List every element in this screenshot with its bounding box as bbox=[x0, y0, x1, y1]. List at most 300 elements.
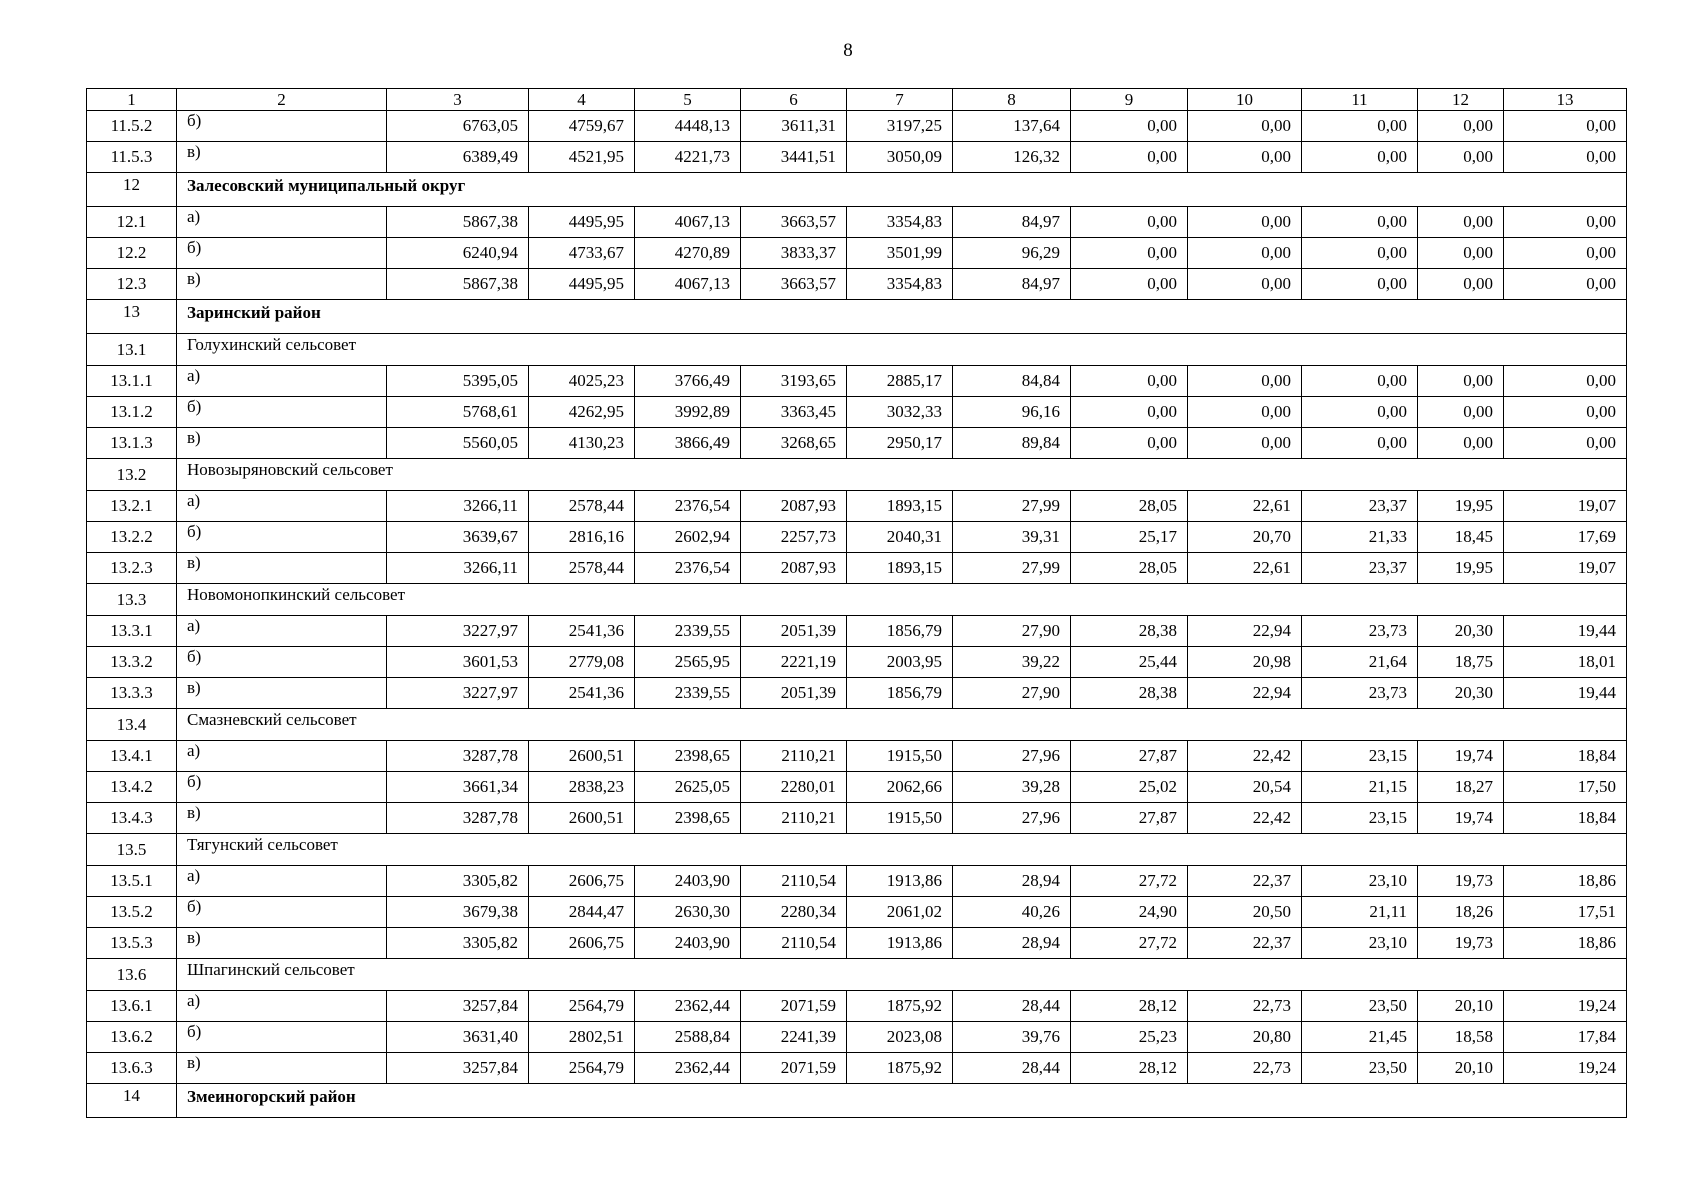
value-cell: 5560,05 bbox=[387, 428, 529, 459]
row-code: 13.4.2 bbox=[87, 772, 177, 803]
value-cell: 2630,30 bbox=[635, 897, 741, 928]
row-code: 13.2.3 bbox=[87, 553, 177, 584]
value-cell: 39,31 bbox=[953, 522, 1071, 553]
value-cell: 28,12 bbox=[1071, 991, 1188, 1022]
table-row bbox=[87, 897, 1627, 928]
value-cell: 0,00 bbox=[1071, 238, 1188, 269]
row-code: 13.2.1 bbox=[87, 491, 177, 522]
value-cell: 2110,21 bbox=[741, 741, 847, 772]
subdistrict-title: Голухинский сельсовет bbox=[177, 334, 1627, 366]
value-cell: 2221,19 bbox=[741, 647, 847, 678]
value-cell: 22,37 bbox=[1188, 866, 1302, 897]
value-cell: 3661,34 bbox=[387, 772, 529, 803]
subdistrict-row bbox=[87, 834, 1627, 866]
row-variant: а) bbox=[177, 616, 387, 647]
row-variant: а) bbox=[177, 866, 387, 897]
row-variant: а) bbox=[177, 491, 387, 522]
column-number-cell: 8 bbox=[953, 89, 1071, 111]
value-cell: 3305,82 bbox=[387, 866, 529, 897]
table-row bbox=[87, 772, 1627, 803]
value-cell: 4221,73 bbox=[635, 142, 741, 173]
value-cell: 2802,51 bbox=[529, 1022, 635, 1053]
column-number-cell: 10 bbox=[1188, 89, 1302, 111]
value-cell: 19,73 bbox=[1418, 866, 1504, 897]
value-cell: 28,38 bbox=[1071, 616, 1188, 647]
value-cell: 28,12 bbox=[1071, 1053, 1188, 1084]
value-cell: 2257,73 bbox=[741, 522, 847, 553]
column-number-cell: 6 bbox=[741, 89, 847, 111]
value-cell: 0,00 bbox=[1302, 428, 1418, 459]
value-cell: 3631,40 bbox=[387, 1022, 529, 1053]
value-cell: 3354,83 bbox=[847, 269, 953, 300]
value-cell: 27,72 bbox=[1071, 928, 1188, 959]
value-cell: 4262,95 bbox=[529, 397, 635, 428]
value-cell: 19,24 bbox=[1504, 991, 1627, 1022]
value-cell: 2565,95 bbox=[635, 647, 741, 678]
value-cell: 4067,13 bbox=[635, 207, 741, 238]
subdistrict-title: Тягунский сельсовет bbox=[177, 834, 1627, 866]
table-row bbox=[87, 142, 1627, 173]
value-cell: 21,15 bbox=[1302, 772, 1418, 803]
value-cell: 19,24 bbox=[1504, 1053, 1627, 1084]
value-cell: 18,27 bbox=[1418, 772, 1504, 803]
value-cell: 0,00 bbox=[1504, 111, 1627, 142]
table-row bbox=[87, 397, 1627, 428]
value-cell: 0,00 bbox=[1302, 238, 1418, 269]
value-cell: 0,00 bbox=[1302, 111, 1418, 142]
table-row bbox=[87, 522, 1627, 553]
column-number-cell: 5 bbox=[635, 89, 741, 111]
value-cell: 3287,78 bbox=[387, 741, 529, 772]
value-cell: 23,50 bbox=[1302, 991, 1418, 1022]
value-cell: 2061,02 bbox=[847, 897, 953, 928]
value-cell: 22,42 bbox=[1188, 803, 1302, 834]
value-cell: 0,00 bbox=[1188, 397, 1302, 428]
value-cell: 17,84 bbox=[1504, 1022, 1627, 1053]
row-code: 13.6.3 bbox=[87, 1053, 177, 1084]
value-cell: 0,00 bbox=[1302, 397, 1418, 428]
value-cell: 27,99 bbox=[953, 491, 1071, 522]
value-cell: 4733,67 bbox=[529, 238, 635, 269]
value-cell: 27,87 bbox=[1071, 803, 1188, 834]
value-cell: 20,54 bbox=[1188, 772, 1302, 803]
table-row bbox=[87, 1053, 1627, 1084]
value-cell: 2403,90 bbox=[635, 866, 741, 897]
value-cell: 22,94 bbox=[1188, 616, 1302, 647]
row-variant: б) bbox=[177, 897, 387, 928]
table-row bbox=[87, 928, 1627, 959]
value-cell: 17,69 bbox=[1504, 522, 1627, 553]
value-cell: 0,00 bbox=[1418, 428, 1504, 459]
row-code: 13.1.1 bbox=[87, 366, 177, 397]
value-cell: 0,00 bbox=[1188, 142, 1302, 173]
value-cell: 2606,75 bbox=[529, 866, 635, 897]
value-cell: 4495,95 bbox=[529, 269, 635, 300]
table-row bbox=[87, 366, 1627, 397]
row-variant: в) bbox=[177, 142, 387, 173]
value-cell: 39,76 bbox=[953, 1022, 1071, 1053]
section-code: 13.5 bbox=[87, 834, 177, 866]
value-cell: 3663,57 bbox=[741, 207, 847, 238]
row-code: 13.5.1 bbox=[87, 866, 177, 897]
value-cell: 3992,89 bbox=[635, 397, 741, 428]
row-variant: в) bbox=[177, 803, 387, 834]
value-cell: 0,00 bbox=[1071, 366, 1188, 397]
value-cell: 20,10 bbox=[1418, 991, 1504, 1022]
value-cell: 4270,89 bbox=[635, 238, 741, 269]
value-cell: 2362,44 bbox=[635, 991, 741, 1022]
row-variant: б) bbox=[177, 1022, 387, 1053]
section-code: 13.4 bbox=[87, 709, 177, 741]
value-cell: 1893,15 bbox=[847, 553, 953, 584]
value-cell: 23,50 bbox=[1302, 1053, 1418, 1084]
value-cell: 22,37 bbox=[1188, 928, 1302, 959]
value-cell: 39,22 bbox=[953, 647, 1071, 678]
table-row bbox=[87, 678, 1627, 709]
table-row bbox=[87, 238, 1627, 269]
row-variant: б) bbox=[177, 772, 387, 803]
value-cell: 2023,08 bbox=[847, 1022, 953, 1053]
row-code: 13.3.3 bbox=[87, 678, 177, 709]
value-cell: 3227,97 bbox=[387, 678, 529, 709]
row-code: 13.4.1 bbox=[87, 741, 177, 772]
table-row bbox=[87, 803, 1627, 834]
value-cell: 3197,25 bbox=[847, 111, 953, 142]
value-cell: 84,97 bbox=[953, 269, 1071, 300]
value-cell: 27,99 bbox=[953, 553, 1071, 584]
value-cell: 25,17 bbox=[1071, 522, 1188, 553]
value-cell: 28,44 bbox=[953, 1053, 1071, 1084]
value-cell: 6240,94 bbox=[387, 238, 529, 269]
value-cell: 17,50 bbox=[1504, 772, 1627, 803]
value-cell: 2578,44 bbox=[529, 553, 635, 584]
value-cell: 23,73 bbox=[1302, 616, 1418, 647]
value-cell: 23,10 bbox=[1302, 928, 1418, 959]
section-code: 13.6 bbox=[87, 959, 177, 991]
value-cell: 0,00 bbox=[1504, 269, 1627, 300]
district-title: Змеиногорский район bbox=[177, 1084, 1627, 1118]
value-cell: 3227,97 bbox=[387, 616, 529, 647]
value-cell: 23,15 bbox=[1302, 803, 1418, 834]
row-variant: в) bbox=[177, 928, 387, 959]
value-cell: 0,00 bbox=[1418, 111, 1504, 142]
value-cell: 2885,17 bbox=[847, 366, 953, 397]
value-cell: 18,86 bbox=[1504, 928, 1627, 959]
value-cell: 1915,50 bbox=[847, 803, 953, 834]
value-cell: 2003,95 bbox=[847, 647, 953, 678]
row-variant: б) bbox=[177, 522, 387, 553]
value-cell: 0,00 bbox=[1418, 142, 1504, 173]
row-code: 13.4.3 bbox=[87, 803, 177, 834]
value-cell: 2051,39 bbox=[741, 678, 847, 709]
value-cell: 2600,51 bbox=[529, 741, 635, 772]
value-cell: 6763,05 bbox=[387, 111, 529, 142]
value-cell: 22,61 bbox=[1188, 553, 1302, 584]
value-cell: 96,16 bbox=[953, 397, 1071, 428]
value-cell: 5395,05 bbox=[387, 366, 529, 397]
value-cell: 2541,36 bbox=[529, 678, 635, 709]
value-cell: 2844,47 bbox=[529, 897, 635, 928]
row-code: 13.6.1 bbox=[87, 991, 177, 1022]
value-cell: 25,23 bbox=[1071, 1022, 1188, 1053]
value-cell: 1915,50 bbox=[847, 741, 953, 772]
value-cell: 2602,94 bbox=[635, 522, 741, 553]
value-cell: 1893,15 bbox=[847, 491, 953, 522]
table-row bbox=[87, 491, 1627, 522]
value-cell: 22,42 bbox=[1188, 741, 1302, 772]
value-cell: 27,87 bbox=[1071, 741, 1188, 772]
value-cell: 27,72 bbox=[1071, 866, 1188, 897]
value-cell: 2110,54 bbox=[741, 866, 847, 897]
table-body bbox=[87, 89, 1627, 1118]
value-cell: 19,95 bbox=[1418, 553, 1504, 584]
section-code: 12 bbox=[87, 173, 177, 207]
value-cell: 1913,86 bbox=[847, 928, 953, 959]
value-cell: 18,26 bbox=[1418, 897, 1504, 928]
value-cell: 20,70 bbox=[1188, 522, 1302, 553]
district-title: Залесовский муниципальный округ bbox=[177, 173, 1627, 207]
value-cell: 2280,01 bbox=[741, 772, 847, 803]
subdistrict-row bbox=[87, 709, 1627, 741]
value-cell: 3032,33 bbox=[847, 397, 953, 428]
value-cell: 0,00 bbox=[1071, 428, 1188, 459]
value-cell: 0,00 bbox=[1071, 142, 1188, 173]
row-code: 13.6.2 bbox=[87, 1022, 177, 1053]
value-cell: 20,98 bbox=[1188, 647, 1302, 678]
column-number-cell: 12 bbox=[1418, 89, 1504, 111]
table-row bbox=[87, 616, 1627, 647]
table-row bbox=[87, 991, 1627, 1022]
value-cell: 0,00 bbox=[1071, 269, 1188, 300]
value-cell: 3679,38 bbox=[387, 897, 529, 928]
value-cell: 89,84 bbox=[953, 428, 1071, 459]
value-cell: 0,00 bbox=[1188, 366, 1302, 397]
value-cell: 20,10 bbox=[1418, 1053, 1504, 1084]
value-cell: 0,00 bbox=[1302, 207, 1418, 238]
subdistrict-row bbox=[87, 334, 1627, 366]
value-cell: 2071,59 bbox=[741, 991, 847, 1022]
value-cell: 3266,11 bbox=[387, 553, 529, 584]
table-row bbox=[87, 269, 1627, 300]
value-cell: 2600,51 bbox=[529, 803, 635, 834]
value-cell: 19,74 bbox=[1418, 803, 1504, 834]
value-cell: 2339,55 bbox=[635, 616, 741, 647]
value-cell: 28,44 bbox=[953, 991, 1071, 1022]
value-cell: 0,00 bbox=[1188, 269, 1302, 300]
value-cell: 96,29 bbox=[953, 238, 1071, 269]
value-cell: 3601,53 bbox=[387, 647, 529, 678]
column-number-cell: 9 bbox=[1071, 89, 1188, 111]
value-cell: 2950,17 bbox=[847, 428, 953, 459]
value-cell: 2838,23 bbox=[529, 772, 635, 803]
value-cell: 4759,67 bbox=[529, 111, 635, 142]
value-cell: 3766,49 bbox=[635, 366, 741, 397]
value-cell: 28,94 bbox=[953, 866, 1071, 897]
district-row bbox=[87, 1084, 1627, 1118]
value-cell: 2564,79 bbox=[529, 1053, 635, 1084]
value-cell: 20,50 bbox=[1188, 897, 1302, 928]
value-cell: 27,90 bbox=[953, 616, 1071, 647]
value-cell: 18,86 bbox=[1504, 866, 1627, 897]
value-cell: 0,00 bbox=[1188, 207, 1302, 238]
row-variant: в) bbox=[177, 1053, 387, 1084]
row-variant: в) bbox=[177, 269, 387, 300]
value-cell: 3305,82 bbox=[387, 928, 529, 959]
table-row bbox=[87, 647, 1627, 678]
section-code: 13.3 bbox=[87, 584, 177, 616]
value-cell: 3266,11 bbox=[387, 491, 529, 522]
page-number: 8 bbox=[843, 40, 853, 61]
value-cell: 5867,38 bbox=[387, 269, 529, 300]
subdistrict-row bbox=[87, 459, 1627, 491]
column-number-cell: 4 bbox=[529, 89, 635, 111]
value-cell: 25,02 bbox=[1071, 772, 1188, 803]
value-cell: 23,73 bbox=[1302, 678, 1418, 709]
value-cell: 21,11 bbox=[1302, 897, 1418, 928]
value-cell: 2564,79 bbox=[529, 991, 635, 1022]
value-cell: 20,30 bbox=[1418, 678, 1504, 709]
value-cell: 3287,78 bbox=[387, 803, 529, 834]
table-row bbox=[87, 553, 1627, 584]
value-cell: 20,80 bbox=[1188, 1022, 1302, 1053]
row-code: 11.5.3 bbox=[87, 142, 177, 173]
value-cell: 22,73 bbox=[1188, 1053, 1302, 1084]
value-cell: 3193,65 bbox=[741, 366, 847, 397]
column-number-row bbox=[87, 89, 1627, 111]
value-cell: 4448,13 bbox=[635, 111, 741, 142]
value-cell: 2241,39 bbox=[741, 1022, 847, 1053]
value-cell: 18,84 bbox=[1504, 803, 1627, 834]
value-cell: 23,10 bbox=[1302, 866, 1418, 897]
row-variant: в) bbox=[177, 428, 387, 459]
row-variant: а) bbox=[177, 991, 387, 1022]
row-variant: в) bbox=[177, 553, 387, 584]
row-code: 12.1 bbox=[87, 207, 177, 238]
row-code: 12.3 bbox=[87, 269, 177, 300]
table-row bbox=[87, 111, 1627, 142]
district-title: Заринский район bbox=[177, 300, 1627, 334]
value-cell: 2376,54 bbox=[635, 553, 741, 584]
column-number-cell: 2 bbox=[177, 89, 387, 111]
value-cell: 137,64 bbox=[953, 111, 1071, 142]
value-cell: 2280,34 bbox=[741, 897, 847, 928]
row-variant: а) bbox=[177, 366, 387, 397]
value-cell: 1856,79 bbox=[847, 678, 953, 709]
value-cell: 0,00 bbox=[1504, 238, 1627, 269]
table-row bbox=[87, 741, 1627, 772]
value-cell: 2087,93 bbox=[741, 491, 847, 522]
row-code: 13.5.2 bbox=[87, 897, 177, 928]
district-row bbox=[87, 300, 1627, 334]
subdistrict-title: Новозыряновский сельсовет bbox=[177, 459, 1627, 491]
value-cell: 1856,79 bbox=[847, 616, 953, 647]
value-cell: 84,84 bbox=[953, 366, 1071, 397]
value-cell: 2339,55 bbox=[635, 678, 741, 709]
district-row bbox=[87, 173, 1627, 207]
value-cell: 2062,66 bbox=[847, 772, 953, 803]
value-cell: 3268,65 bbox=[741, 428, 847, 459]
value-cell: 18,45 bbox=[1418, 522, 1504, 553]
value-cell: 0,00 bbox=[1071, 397, 1188, 428]
value-cell: 27,90 bbox=[953, 678, 1071, 709]
value-cell: 2541,36 bbox=[529, 616, 635, 647]
subdistrict-title: Новомонопкинский сельсовет bbox=[177, 584, 1627, 616]
value-cell: 2362,44 bbox=[635, 1053, 741, 1084]
value-cell: 0,00 bbox=[1071, 207, 1188, 238]
value-cell: 0,00 bbox=[1188, 111, 1302, 142]
value-cell: 0,00 bbox=[1504, 428, 1627, 459]
value-cell: 2606,75 bbox=[529, 928, 635, 959]
value-cell: 2040,31 bbox=[847, 522, 953, 553]
value-cell: 23,37 bbox=[1302, 553, 1418, 584]
value-cell: 6389,49 bbox=[387, 142, 529, 173]
value-cell: 2779,08 bbox=[529, 647, 635, 678]
value-cell: 4025,23 bbox=[529, 366, 635, 397]
value-cell: 3833,37 bbox=[741, 238, 847, 269]
value-cell: 2398,65 bbox=[635, 741, 741, 772]
value-cell: 4521,95 bbox=[529, 142, 635, 173]
value-cell: 1875,92 bbox=[847, 991, 953, 1022]
value-cell: 40,26 bbox=[953, 897, 1071, 928]
value-cell: 0,00 bbox=[1418, 269, 1504, 300]
value-cell: 21,64 bbox=[1302, 647, 1418, 678]
value-cell: 18,58 bbox=[1418, 1022, 1504, 1053]
value-cell: 23,15 bbox=[1302, 741, 1418, 772]
row-code: 13.3.2 bbox=[87, 647, 177, 678]
row-variant: в) bbox=[177, 678, 387, 709]
value-cell: 19,95 bbox=[1418, 491, 1504, 522]
value-cell: 3354,83 bbox=[847, 207, 953, 238]
tariff-table bbox=[86, 88, 1627, 1118]
value-cell: 5768,61 bbox=[387, 397, 529, 428]
value-cell: 0,00 bbox=[1504, 207, 1627, 238]
value-cell: 0,00 bbox=[1504, 366, 1627, 397]
value-cell: 28,38 bbox=[1071, 678, 1188, 709]
value-cell: 0,00 bbox=[1418, 207, 1504, 238]
value-cell: 18,75 bbox=[1418, 647, 1504, 678]
row-code: 13.1.2 bbox=[87, 397, 177, 428]
value-cell: 3363,45 bbox=[741, 397, 847, 428]
column-number-cell: 13 bbox=[1504, 89, 1627, 111]
value-cell: 28,94 bbox=[953, 928, 1071, 959]
row-variant: а) bbox=[177, 207, 387, 238]
value-cell: 4067,13 bbox=[635, 269, 741, 300]
column-number-cell: 7 bbox=[847, 89, 953, 111]
value-cell: 0,00 bbox=[1302, 269, 1418, 300]
row-code: 13.2.2 bbox=[87, 522, 177, 553]
value-cell: 2625,05 bbox=[635, 772, 741, 803]
value-cell: 0,00 bbox=[1418, 397, 1504, 428]
value-cell: 17,51 bbox=[1504, 897, 1627, 928]
table-row bbox=[87, 207, 1627, 238]
value-cell: 2398,65 bbox=[635, 803, 741, 834]
value-cell: 39,28 bbox=[953, 772, 1071, 803]
value-cell: 3441,51 bbox=[741, 142, 847, 173]
value-cell: 22,61 bbox=[1188, 491, 1302, 522]
value-cell: 3611,31 bbox=[741, 111, 847, 142]
value-cell: 3663,57 bbox=[741, 269, 847, 300]
value-cell: 126,32 bbox=[953, 142, 1071, 173]
value-cell: 21,33 bbox=[1302, 522, 1418, 553]
value-cell: 19,07 bbox=[1504, 553, 1627, 584]
row-variant: б) bbox=[177, 111, 387, 142]
value-cell: 21,45 bbox=[1302, 1022, 1418, 1053]
value-cell: 0,00 bbox=[1188, 238, 1302, 269]
value-cell: 84,97 bbox=[953, 207, 1071, 238]
value-cell: 0,00 bbox=[1071, 111, 1188, 142]
value-cell: 3257,84 bbox=[387, 1053, 529, 1084]
table-row bbox=[87, 428, 1627, 459]
